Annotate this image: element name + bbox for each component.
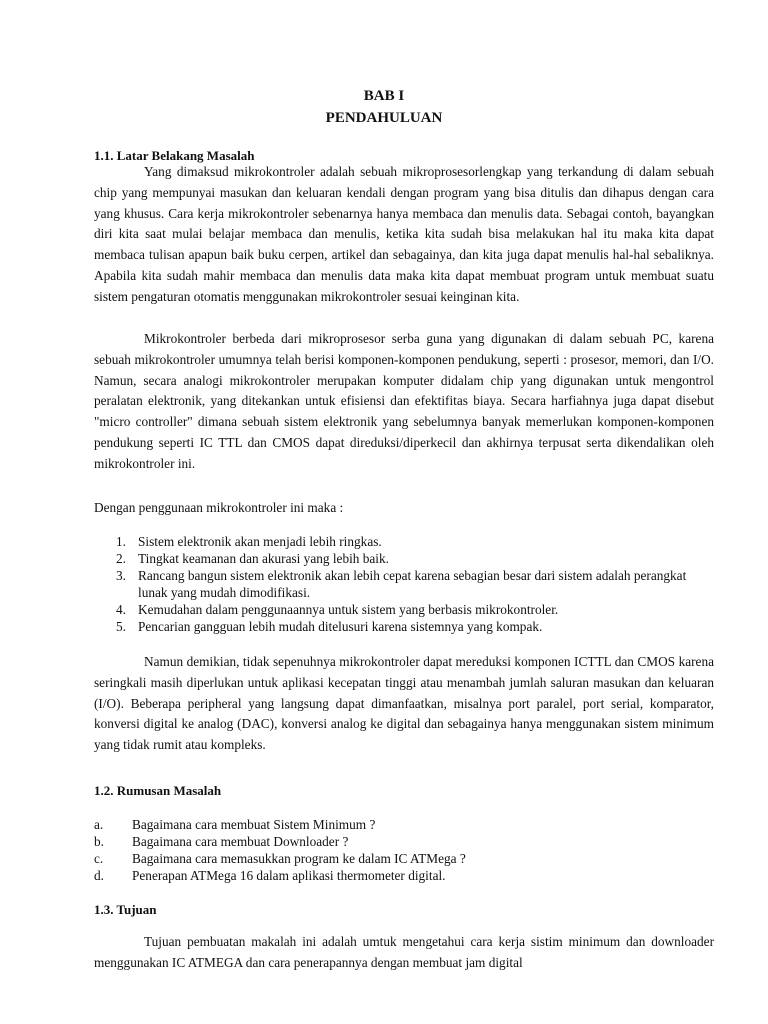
list-item <box>94 867 714 884</box>
list-letter: c. <box>94 851 104 866</box>
paragraph-limitations: Namun demikian, tidak sepenuhnya mikrokontroler dapat mereduksi komponen ICTTL dan CMOS karena seringkali masih diperlukan untuk aplikasi kecepatan tinggi atau menambah jumlah saluran masukan dan keluaran (I/O). Beberapa peripheral yang langsung dapat dimanfaatkan, misalnya port paralel, port serial, komparator, konversi digital ke analog (DAC), konversi analog ke digital dan sebagainya hanya menggunakan sistem minimum yang tidak rumit atau kompleks. <box>94 654 714 753</box>
list-item <box>116 567 716 601</box>
list-item <box>94 850 714 867</box>
section-heading-rumusan-masalah: 1.2. Rumusan Masalah <box>94 783 222 798</box>
list-item <box>116 618 716 635</box>
paragraph-purpose: Tujuan pembuatan makalah ini adalah umtuk mengetahui cara kerja sistim minimum dan downloader menggunakan IC ATMEGA dan cara penerapannya dengan membuat jam digital <box>94 934 714 970</box>
benefits-list <box>116 533 716 635</box>
list-item <box>116 550 716 567</box>
list-number: 1. <box>116 534 126 549</box>
list-text: Bagaimana cara membuat Downloader ? <box>132 834 349 849</box>
list-item <box>116 533 716 550</box>
problem-list <box>94 816 714 884</box>
list-item <box>94 816 714 833</box>
list-number: 4. <box>116 602 126 617</box>
list-text: Rancang bangun sistem elektronik akan lebih cepat karena sebagian besar dari sistem adalah perangkat lunak yang mudah dimodifikasi. <box>138 568 687 600</box>
list-intro: Dengan penggunaan mikrokontroler ini maka : <box>94 500 344 515</box>
list-item <box>94 833 714 850</box>
list-letter: a. <box>94 817 104 832</box>
list-number: 5. <box>116 619 126 634</box>
list-text: Kemudahan dalam penggunaannya untuk sistem yang berbasis mikrokontroler. <box>138 602 559 617</box>
chapter-label: BAB I <box>363 88 405 104</box>
list-number: 3. <box>116 568 126 583</box>
list-text: Tingkat keamanan dan akurasi yang lebih baik. <box>138 551 389 566</box>
list-text: Pencarian gangguan lebih mudah ditelusuri karena sistemnya yang kompak. <box>138 619 543 634</box>
list-letter: d. <box>94 868 104 883</box>
list-text: Bagaimana cara memasukkan program ke dalam IC ATMega ? <box>132 851 466 866</box>
paragraph-comparison: Mikrokontroler berbeda dari mikroprosesor serba guna yang digunakan di dalam sebuah PC, karena sebuah mikrokontroler umumnya telah berisi komponen-komponen pendukung, seperti : prosesor, memori, dan I/O. Namun, secara analogi mikrokontroler merupakan komputer didalam chip yang digunakan untuk mengontrol peralatan elektronik, yang ditekankan untuk efisiensi dan efektifitas biaya. Secara harfiahnya juga dapat disebut "micro controller" dimana sebuah sistem elektronik yang sebelumnya banyak memerlukan komponen-komponen pendukung seperti IC TTL dan CMOS dapat direduksi/diperkecil dan akhirnya terpusat serta dikendalikan oleh mikrokontroler ini. <box>94 331 714 471</box>
list-number: 2. <box>116 551 126 566</box>
list-text: Bagaimana cara membuat Sistem Minimum ? <box>132 817 376 832</box>
section-heading-latar-belakang: 1.1. Latar Belakang Masalah <box>94 148 255 163</box>
chapter-title: PENDAHULUAN <box>325 110 443 126</box>
paragraph-definition: Yang dimaksud mikrokontroler adalah sebuah mikroprosesorlengkap yang terkandung di dalam sebuah chip yang mempunyai masukan dan keluaran kendali dengan program yang bisa ditulis dan dihapus dengan cara yang khusus. Cara kerja mikrokontroler sebenarnya hanya membaca dan menulis data. Sebagai contoh, bayangkan diri kita saat mulai belajar membaca dan menulis, ketika kita sudah bisa melakukan hal itu maka kita dapat membaca tulisan apapun baik buku cerpen, artikel dan sebagainya, dan kita juga dapat menulis hal-hal sebaliknya. Apabila kita sudah mahir membaca dan menulis data maka kita dapat membuat program untuk membuat suatu sistem pengaturan otomatis menggunakan mikrokontroler sesuai keinginan kita. <box>94 164 714 304</box>
section-heading-tujuan: 1.3. Tujuan <box>94 902 157 917</box>
list-letter: b. <box>94 834 104 849</box>
list-text: Sistem elektronik akan menjadi lebih ringkas. <box>138 534 382 549</box>
list-text: Penerapan ATMega 16 dalam aplikasi thermometer digital. <box>132 868 446 883</box>
list-item <box>116 601 716 618</box>
